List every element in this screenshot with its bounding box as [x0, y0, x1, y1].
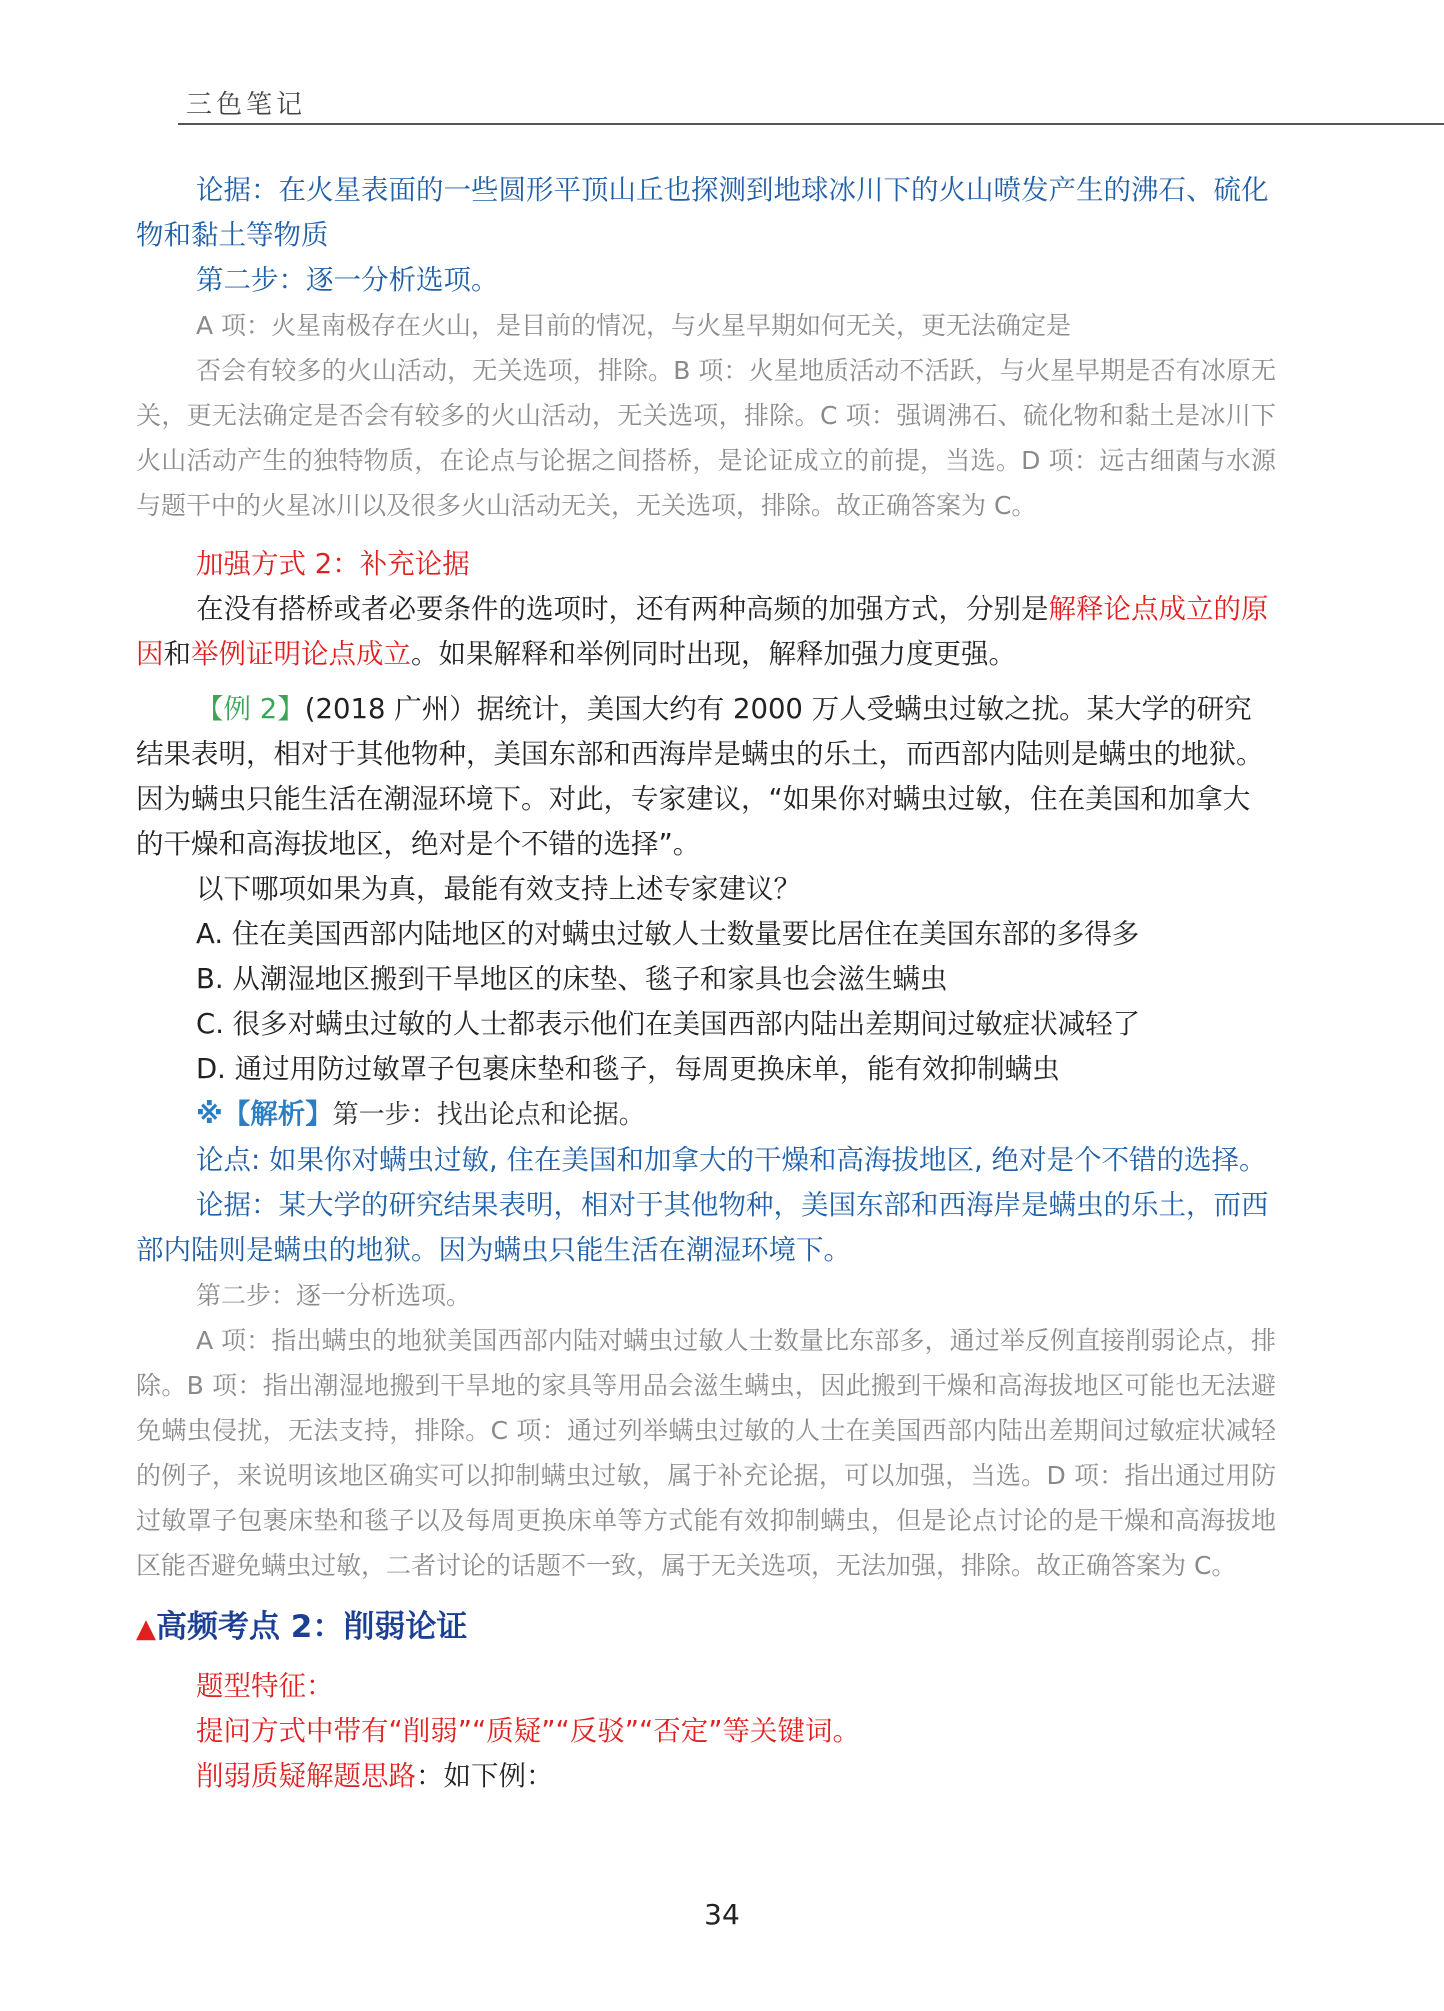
method2-red-a: 解释论点成立的原因 — [136, 593, 1269, 670]
feature-label: 题型特征： — [196, 1670, 334, 1702]
running-header: 三色笔记 — [186, 90, 307, 120]
approach-label: 削弱质疑解题思路 — [196, 1760, 416, 1792]
analysis2-step2: 第二步：逐一分析选项。 — [196, 1281, 472, 1310]
header-rule — [178, 123, 1444, 125]
section-title-text: 高频考点 2：削弱论证 — [156, 1609, 468, 1645]
triangle-icon: ▲ — [136, 1614, 156, 1644]
analysis2-step1 — [136, 1092, 1276, 1138]
analysis2-step1-text: 第一步：找出论点和论据。 — [332, 1100, 645, 1130]
analysis2-evidence: 论据：某大学的研究结果表明，相对于其他物种，美国东部和西海岸是螨虫的乐土，而西部内陆则是螨虫的地狱。因为螨虫只能生活在潮湿环境下。 — [136, 1189, 1269, 1266]
method2-paragraph — [136, 587, 1276, 677]
feature-text: 提问方式中带有“削弱”“质疑”“反驳”“否定”等关键词。 — [196, 1715, 860, 1747]
argument-evidence: 论据：在火星表面的一些圆形平顶山丘也探测到地球冰川下的火山喷发产生的沸石、硫化物和黏土等物质 — [136, 174, 1269, 251]
method2-title: 加强方式 2：补充论据 — [196, 548, 470, 580]
analysis-mark: ※【解析】 — [196, 1098, 333, 1130]
approach-rest: ：如下例： — [416, 1760, 554, 1792]
option-d: D. 通过用防过敏罩子包裹床垫和毯子，每周更换床单，能有效抑制螨虫 — [196, 1053, 1060, 1085]
analysis2-claim: 论点: 如果你对螨虫过敏, 住在美国和加拿大的干燥和高海拔地区, 绝对是个不错的选择。 — [196, 1144, 1267, 1176]
analysis-paragraph: 否会有较多的火山活动，无关选项，排除。B 项：火星地质活动不活跃，与火星早期是否有冰原无关，更无法确定是否会有较多的火山活动，无关选项，排除。C 项：强调沸石、硫化物和黏土是冰川下火山活动产生的独特物质，在论点与论据之间搭桥，是论证成立的前提，当选。D 项：远古细菌与水源与题干中的火星冰川以及很多火山活动无关，无关选项，排除。故正确答案为 C。 — [136, 356, 1276, 520]
analysis2-detail: A 项：指出螨虫的地狱美国西部内陆对螨虫过敏人士数量比东部多，通过举反例直接削弱论点，排除。B 项：指出潮湿地搬到干旱地的家具等用品会滋生螨虫，因此搬到干燥和高海拔地区可能也无法避免螨虫侵扰，无法支持，排除。C 项：通过列举螨虫过敏的人士在美国西部内陆出差期间过敏症状减轻的例子，来说明该地区确实可以抑制螨虫过敏，属于补充论据，可以加强，当选。D 项：指出通过用防过敏罩子包裹床垫和毯子以及每周更换床单等方式能有效抑制螨虫，但是论点讨论的是干燥和高海拔地区能否避免螨虫过敏，二者讨论的话题不一致，属于无关选项，无法加强，排除。故正确答案为 C。 — [136, 1326, 1276, 1580]
example2-stem-text: (2018 广州）据统计，美国大约有 2000 万人受螨虫过敏之扰。某大学的研究结果表明，相对于其他物种，美国东部和西海岸是螨虫的乐土，而西部内陆则是螨虫的地狱。因为螨虫只能生活在潮湿环境下。对此，专家建议，“如果你对螨虫过敏，住在美国和加拿大的干燥和高海拔地区，绝对是个不错的选择”。 — [136, 693, 1264, 860]
page-number: 34 — [704, 1898, 740, 1931]
option-c: C. 很多对螨虫过敏的人士都表示他们在美国西部内陆出差期间过敏症状减轻了 — [196, 1008, 1141, 1040]
example2-tag: 【例 2】 — [196, 693, 305, 725]
section-title — [136, 1602, 1276, 1654]
example2-question: 以下哪项如果为真，最能有效支持上述专家建议？ — [196, 873, 801, 905]
approach-line — [136, 1754, 1276, 1799]
analysis-line-1: A 项：火星南极存在火山，是目前的情况，与火星早期如何无关，更无法确定是 — [196, 311, 1072, 340]
option-a: A. 住在美国西部内陆地区的对螨虫过敏人士数量要比居住在美国东部的多得多 — [196, 918, 1140, 950]
example2-stem — [136, 687, 1276, 867]
method2-red-b: 举例证明论点成立 — [191, 638, 411, 670]
step2-heading: 第二步：逐一分析选项。 — [196, 264, 499, 296]
method2-text-b: 和 — [163, 638, 191, 670]
method2-text-c: 。如果解释和举例同时出现，解释加强力度更强。 — [411, 638, 1016, 670]
method2-text-a: 在没有搭桥或者必要条件的选项时，还有两种高频的加强方式，分别是 — [196, 593, 1049, 625]
option-b: B. 从潮湿地区搬到干旱地区的床垫、毯子和家具也会滋生螨虫 — [196, 963, 948, 995]
page-content — [136, 168, 1276, 1799]
